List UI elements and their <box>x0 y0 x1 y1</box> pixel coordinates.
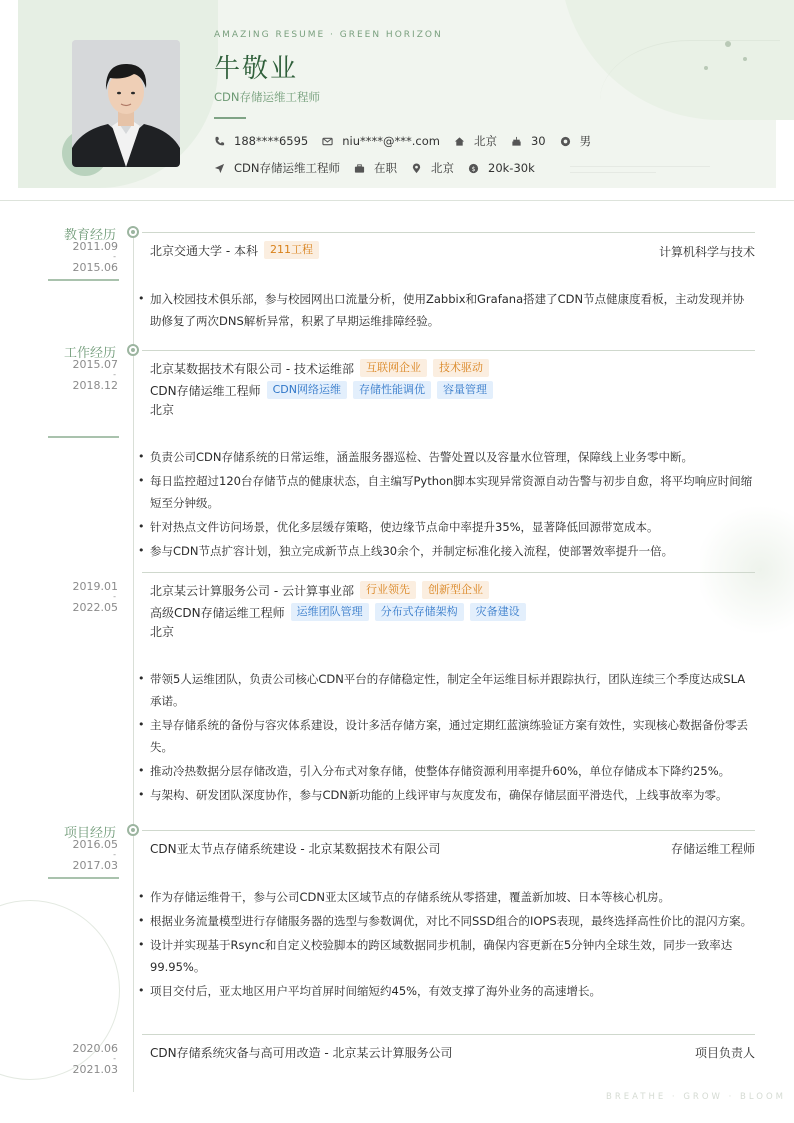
phone-icon <box>214 136 225 147</box>
decor-dot <box>704 66 708 70</box>
decor-dot <box>743 57 747 61</box>
contact-phone: 188****6595 <box>214 134 308 148</box>
list-item: • 带领5人运维团队，负责公司核心CDN平台的存储稳定性，制定全年运维目标并跟踪执行，团队连续三个季度达成SLA承诺。 <box>138 668 754 712</box>
contact-row <box>214 133 605 149</box>
section-rule <box>142 232 755 233</box>
mail-icon <box>322 136 333 147</box>
entry-rule <box>142 572 755 573</box>
job-title: CDN存储运维工程师 <box>214 90 320 104</box>
company-tag: 创新型企业 <box>422 581 489 599</box>
project-name: CDN亚太节点存储系统建设 - 北京某数据技术有限公司 <box>150 842 441 856</box>
brand-tagline: AMAZING RESUME · GREEN HORIZON <box>214 30 443 40</box>
money-icon <box>468 163 479 174</box>
role-row <box>150 381 493 399</box>
timeline-axis <box>133 232 134 1092</box>
date-range: 2019.01 - 2022.05 <box>72 580 118 614</box>
intent-salary: $ 20k-30k <box>468 161 535 175</box>
company-name: 北京某云计算服务公司 - 云计算事业部 <box>150 583 354 598</box>
home-icon <box>454 136 465 147</box>
cake-icon <box>511 136 522 147</box>
date-range: 2020.06 - 2021.03 <box>72 1042 118 1076</box>
list-item: • 参与CDN节点扩容计划，独立完成新节点上线30余个，并制定标准化接入流程，使部署效率提升一倍。 <box>138 540 754 562</box>
education-bullets <box>138 288 754 334</box>
work-bullets <box>138 668 754 808</box>
list-item: • 与架构、研发团队深度协作，参与CDN新功能的上线评审与灰度发布，确保存储层面平滑迭代，上线事故率为零。 <box>138 784 754 806</box>
list-item: • 针对热点文件访问场景，优化多层缓存策略，使边缘节点命中率提升35%，显著降低回源带宽成本。 <box>138 516 754 538</box>
contact-email: niu****@***.com <box>322 134 440 148</box>
gender-icon <box>560 136 571 147</box>
list-item: • 主导存储系统的备份与容灾体系建设，设计多活存储方案，通过定期红蓝演练验证方案有效性，实现核心数据备份零丢失。 <box>138 714 754 758</box>
contact-age: 30 <box>511 134 546 148</box>
school-name: 北京交通大学 - 本科 <box>150 243 258 258</box>
project-bullets <box>138 886 754 1004</box>
footer-tagline: BREATHE · GROW · BLOOM <box>606 1092 786 1102</box>
date-range: 2016.05 - 2017.03 <box>72 838 118 872</box>
company-tag: 技术驱动 <box>433 359 489 377</box>
date-underline <box>48 279 119 281</box>
skill-tag: 分布式存储架构 <box>375 603 464 621</box>
school-tag: 211工程 <box>264 241 319 259</box>
send-icon <box>214 163 225 174</box>
list-item: • 推动冷热数据分层存储改造，引入分布式对象存储，使整体存储资源利用率提升60%，单位存储成本下降约25%。 <box>138 760 754 782</box>
location-pin-icon <box>411 163 422 174</box>
company-tag: 行业领先 <box>360 581 416 599</box>
list-item: • 根据业务流量模型进行存储服务器的选型与参数调优，对比不同SSD组合的IOPS表现，最终选择高性价比的混闪方案。 <box>138 910 754 932</box>
skill-tag: 存储性能调优 <box>353 381 431 399</box>
decor-dot <box>725 41 731 47</box>
svg-text:$: $ <box>471 164 476 173</box>
company-tag: 互联网企业 <box>360 359 427 377</box>
project-role: 项目负责人 <box>694 1046 755 1060</box>
work-city: 北京 <box>150 625 175 639</box>
section-rule <box>142 830 755 831</box>
project-role: 存储运维工程师 <box>670 842 755 856</box>
list-item: • 作为存储运维骨干，参与公司CDN亚太区域节点的存储系统从零搭建，覆盖新加坡、日本等核心机房。 <box>138 886 754 908</box>
section-title-work: 工作经历 <box>63 346 116 361</box>
section-title-education: 教育经历 <box>63 228 116 243</box>
job-intent-row <box>214 160 549 176</box>
role-name: 高级CDN存储运维工程师 <box>150 605 285 620</box>
company-row <box>150 359 489 377</box>
contact-city: 北京 <box>454 133 497 149</box>
skill-tag: 灾备建设 <box>470 603 526 621</box>
list-item: • 每日监控超过120台存储节点的健康状态，自主编写Python脚本实现异常资源自动告警与初步自愈，将平均响应时间缩短至分钟级。 <box>138 470 754 514</box>
briefcase-icon <box>354 163 365 174</box>
list-item: • 加入校园技术俱乐部，参与校园网出口流量分析，使用Zabbix和Grafana搭建了CDN节点健康度看板，主动发现并协助修复了两次DNS解析异常，积累了早期运维排障经验。 <box>138 288 754 332</box>
accent-divider <box>214 117 246 119</box>
work-city: 北京 <box>150 403 175 417</box>
section-rule <box>142 350 755 351</box>
skill-tag: 运维团队管理 <box>291 603 369 621</box>
education-major: 计算机科学与技术 <box>658 245 755 259</box>
date-underline <box>48 877 119 879</box>
intent-city: 北京 <box>411 160 454 176</box>
company-name: 北京某数据技术有限公司 - 技术运维部 <box>150 361 354 376</box>
entry-rule <box>142 1034 755 1035</box>
project-name: CDN存储系统灾备与高可用改造 - 北京某云计算服务公司 <box>150 1046 453 1060</box>
intent-status: 在职 <box>354 160 397 176</box>
avatar <box>72 40 180 167</box>
list-item: • 项目交付后，亚太地区用户平均首屏时间缩短约45%，有效支撑了海外业务的高速增长。 <box>138 980 754 1002</box>
role-name: CDN存储运维工程师 <box>150 383 261 398</box>
section-marker <box>127 344 139 356</box>
header-decoration <box>600 40 780 160</box>
candidate-name: 牛敬业 <box>214 54 299 84</box>
education-school-row <box>150 241 319 259</box>
section-title-projects: 项目经历 <box>63 826 116 841</box>
list-item: • 设计并实现基于Rsync和自定义校验脚本的跨区域数据同步机制，确保内容更新在5分钟内全球生效，同步一致率达99.95%。 <box>138 934 754 978</box>
date-underline <box>48 436 119 438</box>
date-range: 2015.07 - 2018.12 <box>72 358 118 392</box>
skill-tag: 容量管理 <box>437 381 493 399</box>
list-item: • 负责公司CDN存储系统的日常运维，涵盖服务器巡检、告警处置以及容量水位管理，保障线上业务零中断。 <box>138 446 754 468</box>
date-range: 2011.09 - 2015.06 <box>72 240 118 274</box>
company-row <box>150 581 489 599</box>
work-bullets <box>138 446 754 564</box>
contact-gender: 男 <box>560 133 592 149</box>
role-row <box>150 603 526 621</box>
intent-position: CDN存储运维工程师 <box>214 160 340 176</box>
decor-line <box>570 172 656 173</box>
skill-tag: CDN网络运维 <box>267 381 347 399</box>
section-marker <box>127 226 139 238</box>
decor-line <box>570 166 710 167</box>
section-marker <box>127 824 139 836</box>
header-divider <box>0 200 794 201</box>
